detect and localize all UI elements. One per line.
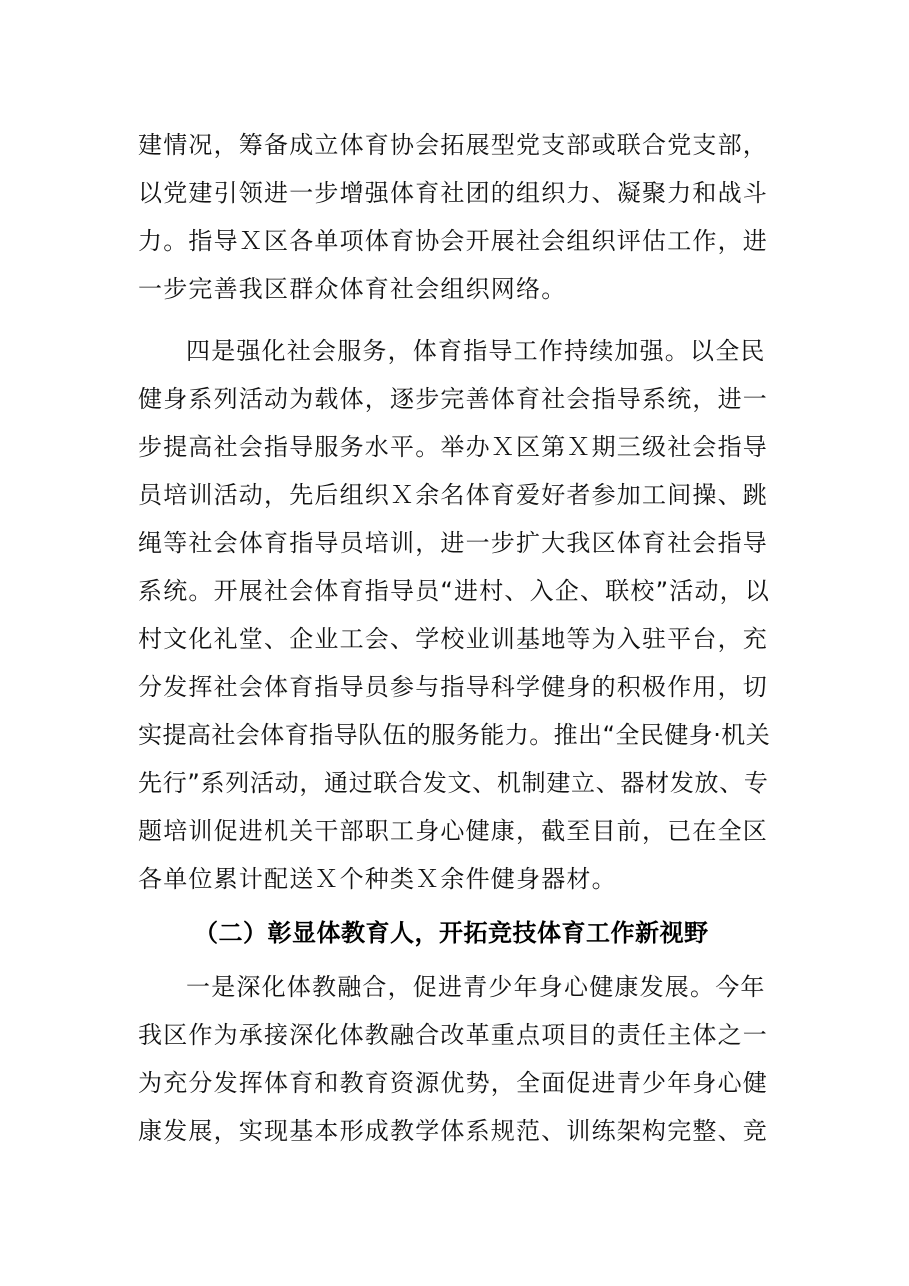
text-line: 村文化礼堂、企业工会、学校业训基地等为入驻平台，充 [138, 625, 768, 653]
text-line: 为充分发挥体育和教育资源优势，全面促进青少年身心健 [138, 1069, 768, 1097]
text-line: 建情况，筹备成立体育协会拓展型党支部或联合党支部， [138, 131, 768, 159]
text-line: 分发挥社会体育指导员参与指导科学健身的积极作用，切 [138, 673, 768, 701]
text-line: 康发展，实现基本形成教学体系规范、训练架构完整、竞 [138, 1117, 768, 1145]
paragraph-sports-education [138, 963, 774, 1155]
text-line: 题培训促进机关干部职工身心健康，截至目前，已在全区 [138, 817, 768, 845]
text-line: 实提高社会体育指导队伍的服务能力。推出“全民健身·机关 [138, 721, 771, 749]
text-line: 系统。开展社会体育指导员“进村、入企、联校”活动，以 [138, 577, 771, 605]
text-line: 步提高社会指导服务水平。举办Ｘ区第Ｘ期三级社会指导 [138, 433, 768, 461]
text-line: 员培训活动，先后组织Ｘ余名体育爱好者参加工间操、跳 [138, 481, 768, 509]
paragraph-spacer [138, 313, 774, 327]
document-body [138, 121, 774, 1155]
text-line: 健身系列活动为载体，逐步完善体育社会指导系统，进一 [138, 385, 768, 413]
text-line: 力。指导Ｘ区各单项体育协会开展社会组织评估工作，进 [138, 227, 768, 255]
text-line: 一步完善我区群众体育社会组织网络。 [138, 275, 567, 303]
text-line: 先行”系列活动，通过联合发文、机制建立、器材发放、专 [138, 769, 769, 797]
text-line: 我区作为承接深化体教融合改革重点项目的责任主体之一 [138, 1021, 768, 1049]
section-heading: （二）彰显体教育人，开拓竞技体育工作新视野 [194, 919, 709, 947]
paragraph-social-organization [138, 121, 774, 313]
paragraph-social-service [138, 327, 774, 903]
text-line: 绳等社会体育指导员培训，进一步扩大我区体育社会指导 [138, 529, 768, 557]
text-line: 各单位累计配送Ｘ个种类Ｘ余件健身器材。 [138, 865, 617, 893]
text-line: 以党建引领进一步增强体育社团的组织力、凝聚力和战斗 [138, 179, 768, 207]
text-line: 四是强化社会服务，体育指导工作持续加强。以全民 [186, 337, 766, 365]
text-line: 一是深化体教融合，促进青少年身心健康发展。今年 [186, 973, 766, 1001]
